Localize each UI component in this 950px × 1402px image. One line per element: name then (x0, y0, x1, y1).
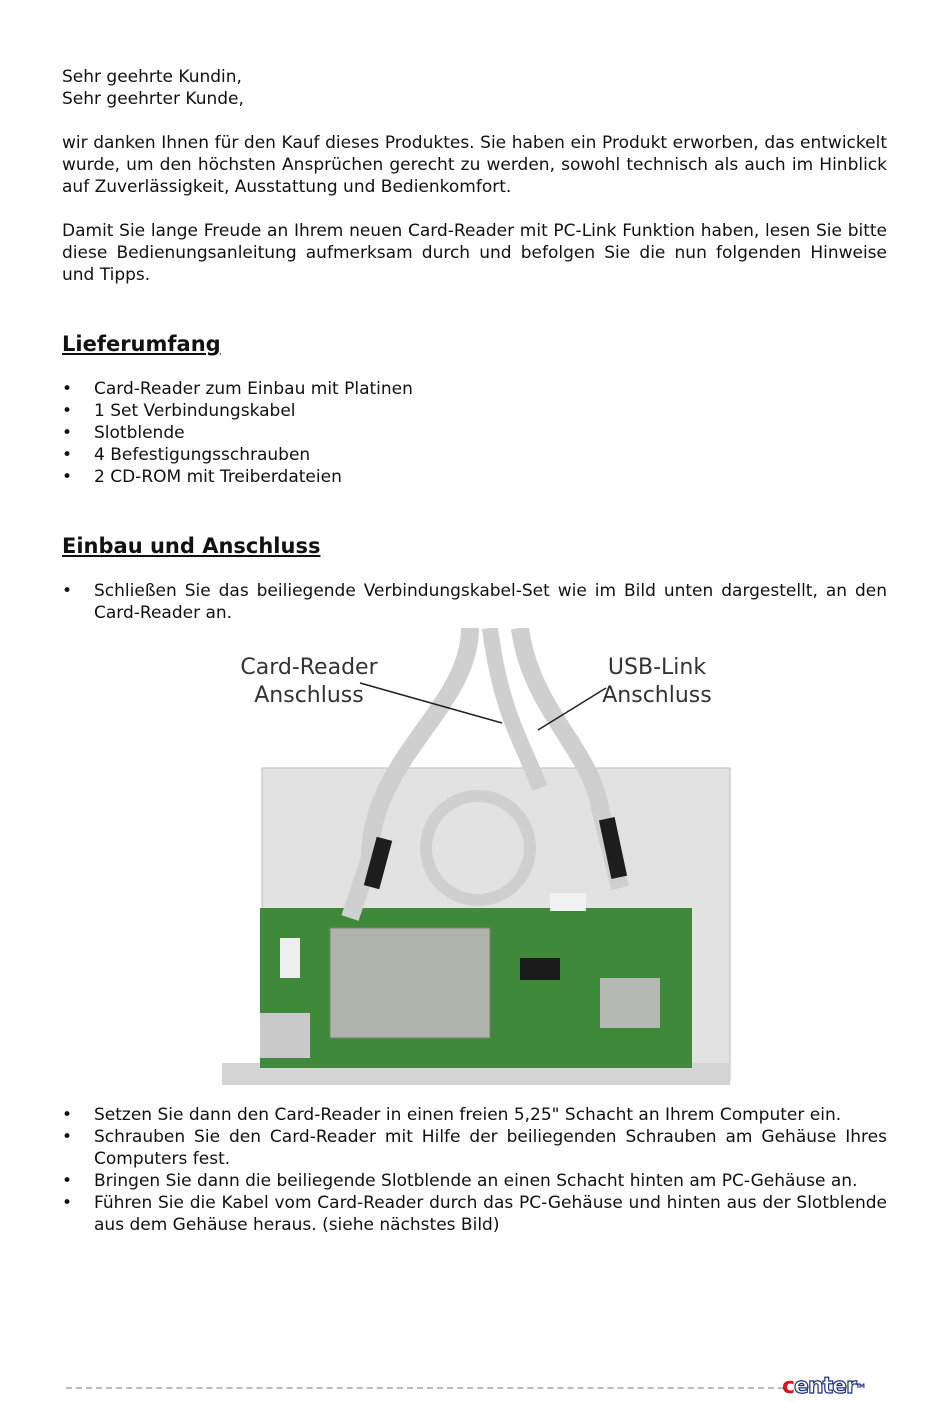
usb-port (600, 978, 660, 1028)
einbau-list-top (62, 580, 887, 624)
list-item: • Schrauben Sie den Card-Reader mit Hilfe der beiliegenden Schrauben am Gehäuse Ihres Computers fest. (62, 1126, 887, 1170)
chip (520, 958, 560, 980)
list-item: • 1 Set Verbindungskabel (62, 400, 887, 422)
card-reader-photo (220, 628, 732, 1088)
salutation-line: Sehr geehrte Kundin, (62, 67, 242, 87)
label-line: Card-Reader (240, 655, 378, 680)
white-connector (550, 893, 586, 911)
list-item: • Bringen Sie dann die beiliegende Slotblende an einen Schacht hinten am PC-Gehäuse an. (62, 1170, 887, 1192)
footer-rule (66, 1387, 784, 1389)
section-heading-lieferumfang: Lieferumfang (62, 332, 221, 356)
salutation (62, 66, 887, 110)
logo-trademark: TM (855, 1383, 864, 1390)
logo-initial: c (782, 1374, 795, 1399)
label-line: Anschluss (602, 683, 712, 708)
list-item: • Card-Reader zum Einbau mit Platinen (62, 378, 887, 400)
side-connector (260, 1013, 310, 1058)
pin-header (280, 938, 300, 978)
list-item: • 4 Befestigungsschrauben (62, 444, 887, 466)
lieferumfang-list (62, 378, 887, 488)
list-item: • Führen Sie die Kabel vom Card-Reader durch das PC-Gehäuse und hinten aus der Slotblende aus dem Gehäuse heraus. (siehe nächstes Bild) (62, 1192, 887, 1236)
intro-paragraph: wir danken Ihnen für den Kauf dieses Produktes. Sie haben ein Produkt erworben, das entwickelt wurde, um den höchsten Ansprüchen gerecht zu werden, sowohl technisch als auch im Hinblick auf Zuverlässigkeit, Ausstattung und Bedienkomfort. (62, 133, 887, 197)
intro-paragraph: Damit Sie lange Freude an Ihrem neuen Card-Reader mit PC-Link Funktion haben, lesen Sie bitte diese Bedienungsanleitung aufmerksam durch und befolgen Sie die nun folgenden Hinweise und Tipps. (62, 221, 887, 285)
sd-card-slot (330, 928, 490, 1038)
label-card-reader-anschluss (234, 654, 384, 710)
salutation-line: Sehr geehrter Kunde, (62, 89, 244, 109)
list-item: • Slotblende (62, 422, 887, 444)
section-heading-einbau: Einbau und Anschluss (62, 534, 321, 558)
list-item: • Schließen Sie das beiliegende Verbindungskabel-Set wie im Bild unten dargestellt, an den Card-Reader an. (62, 580, 887, 624)
list-item: • Setzen Sie dann den Card-Reader in einen freien 5,25" Schacht an Ihrem Computer ein. (62, 1104, 887, 1126)
center-logo (782, 1374, 864, 1400)
label-line: Anschluss (254, 683, 364, 708)
label-usb-link-anschluss (592, 654, 722, 710)
einbau-list-bottom (62, 1104, 887, 1236)
list-item: • 2 CD-ROM mit Treiberdateien (62, 466, 887, 488)
logo-wordmark: enter (794, 1374, 856, 1399)
document-page (62, 66, 887, 1236)
label-line: USB-Link (607, 655, 707, 680)
